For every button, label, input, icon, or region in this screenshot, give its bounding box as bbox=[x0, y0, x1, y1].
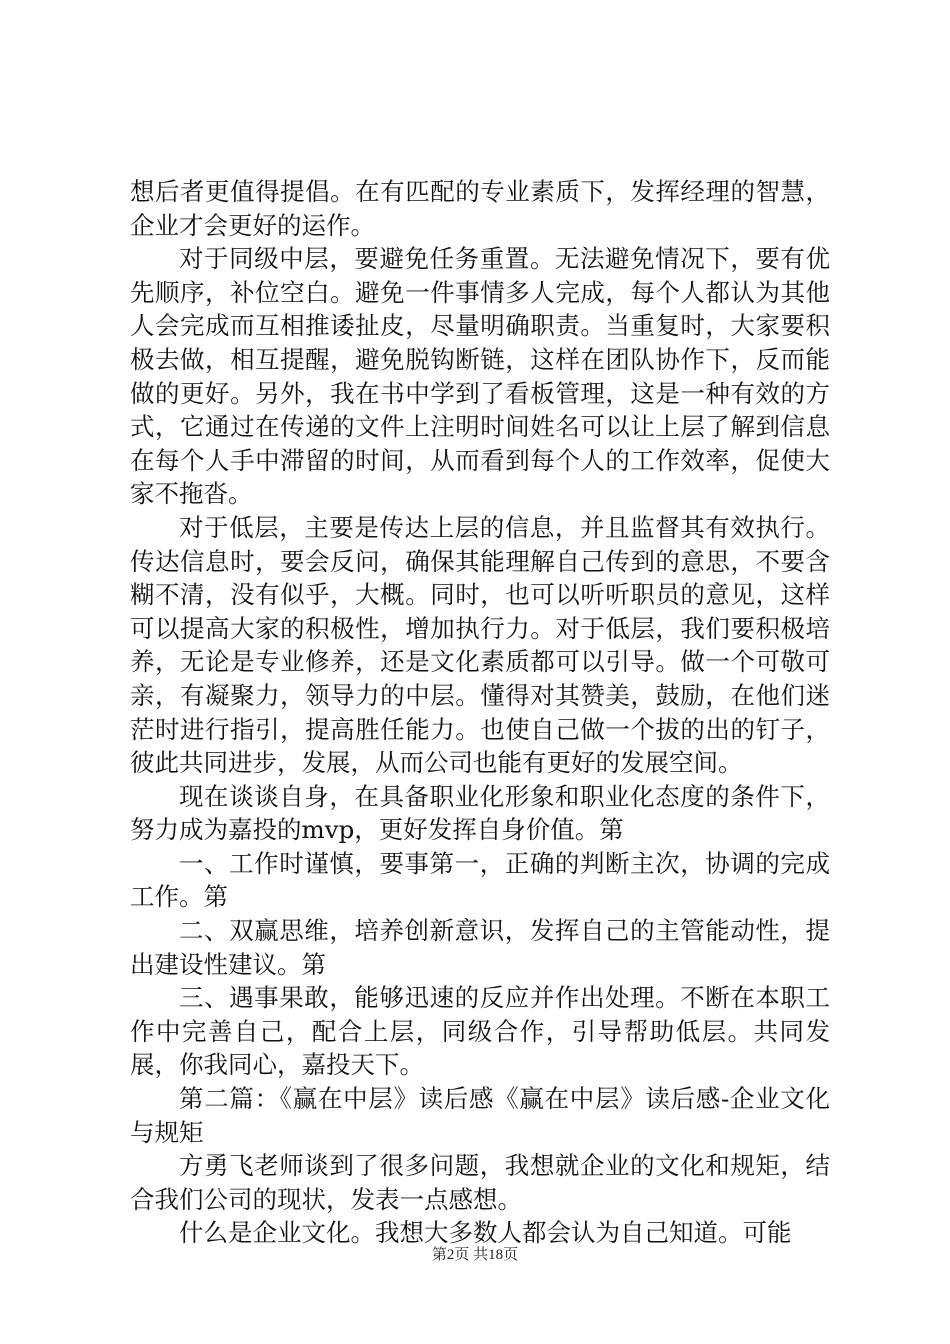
paragraph-5: 一、工作时谨慎，要事第一，正确的判断主次，协调的完成工作。第 bbox=[130, 848, 830, 912]
section-heading: 第二篇：《赢在中层》读后感《赢在中层》读后感-企业文化与规矩 bbox=[130, 1084, 830, 1147]
page-footer: 第2页 共18页 bbox=[431, 1247, 519, 1263]
paragraph-4: 现在谈谈自身，在具备职业化形象和职业化态度的条件下，努力成为嘉投的mvp，更好发挥自身价值。第 bbox=[130, 781, 830, 845]
paragraph-2: 对于同级中层，要避免任务重置。无法避免情况下，要有优先顺序，补位空白。避免一件事情多人完成，每个人都认为其他人会完成而互相推诿扯皮，尽量明确职责。当重复时，大家要积极去做，相互提醒，避免脱钩断链，这样在团队协作下，反而能做的更好。另外，我在书中学到了看板管理，这是一种有效的方式，它通过在传递的文件上注明时间姓名可以让上层了解到信息在每个人手中滞留的时间，从而看到每个人的工作效率，促使大家不拖沓。 bbox=[130, 244, 830, 509]
paragraph-9: 什么是企业文化。我想大多数人都会认为自己知道。可能 bbox=[179, 1218, 792, 1248]
paragraph-1: 想后者更值得提倡。在有匹配的专业素质下，发挥经理的智慧，企业才会更好的运作。 bbox=[130, 177, 830, 240]
paragraph-7: 三、遇事果敢，能够迅速的反应并作出处理。不断在本职工作中完善自己，配合上层，同级合作，引导帮助低层。共同发展，你我同心，嘉投天下。 bbox=[130, 983, 830, 1080]
body-text bbox=[130, 175, 830, 1250]
paragraph-8: 方勇飞老师谈到了很多问题，我想就企业的文化和规矩，结合我们公司的现状，发表一点感想。 bbox=[130, 1151, 830, 1214]
paragraph-6: 二、双赢思维，培养创新意识，发挥自己的主管能动性，提出建设性建议。第 bbox=[130, 916, 830, 979]
paragraph-3: 对于低层，主要是传达上层的信息，并且监督其有效执行。传达信息时，要会反问，确保其能理解自己传到的意思，不要含糊不清，没有似乎，大概。同时，也可以听听职员的意见，这样可以提高大家的积极性，增加执行力。对于低层，我们要积极培养，无论是专业修养，还是文化素质都可以引导。做一个可敬可亲，有凝聚力，领导力的中层。懂得对其赞美，鼓励，在他们迷茫时进行指引，提高胜任能力。也使自己做一个拔的出的钉子，彼此共同进步，发展，从而公司也能有更好的发展空间。 bbox=[130, 512, 830, 778]
